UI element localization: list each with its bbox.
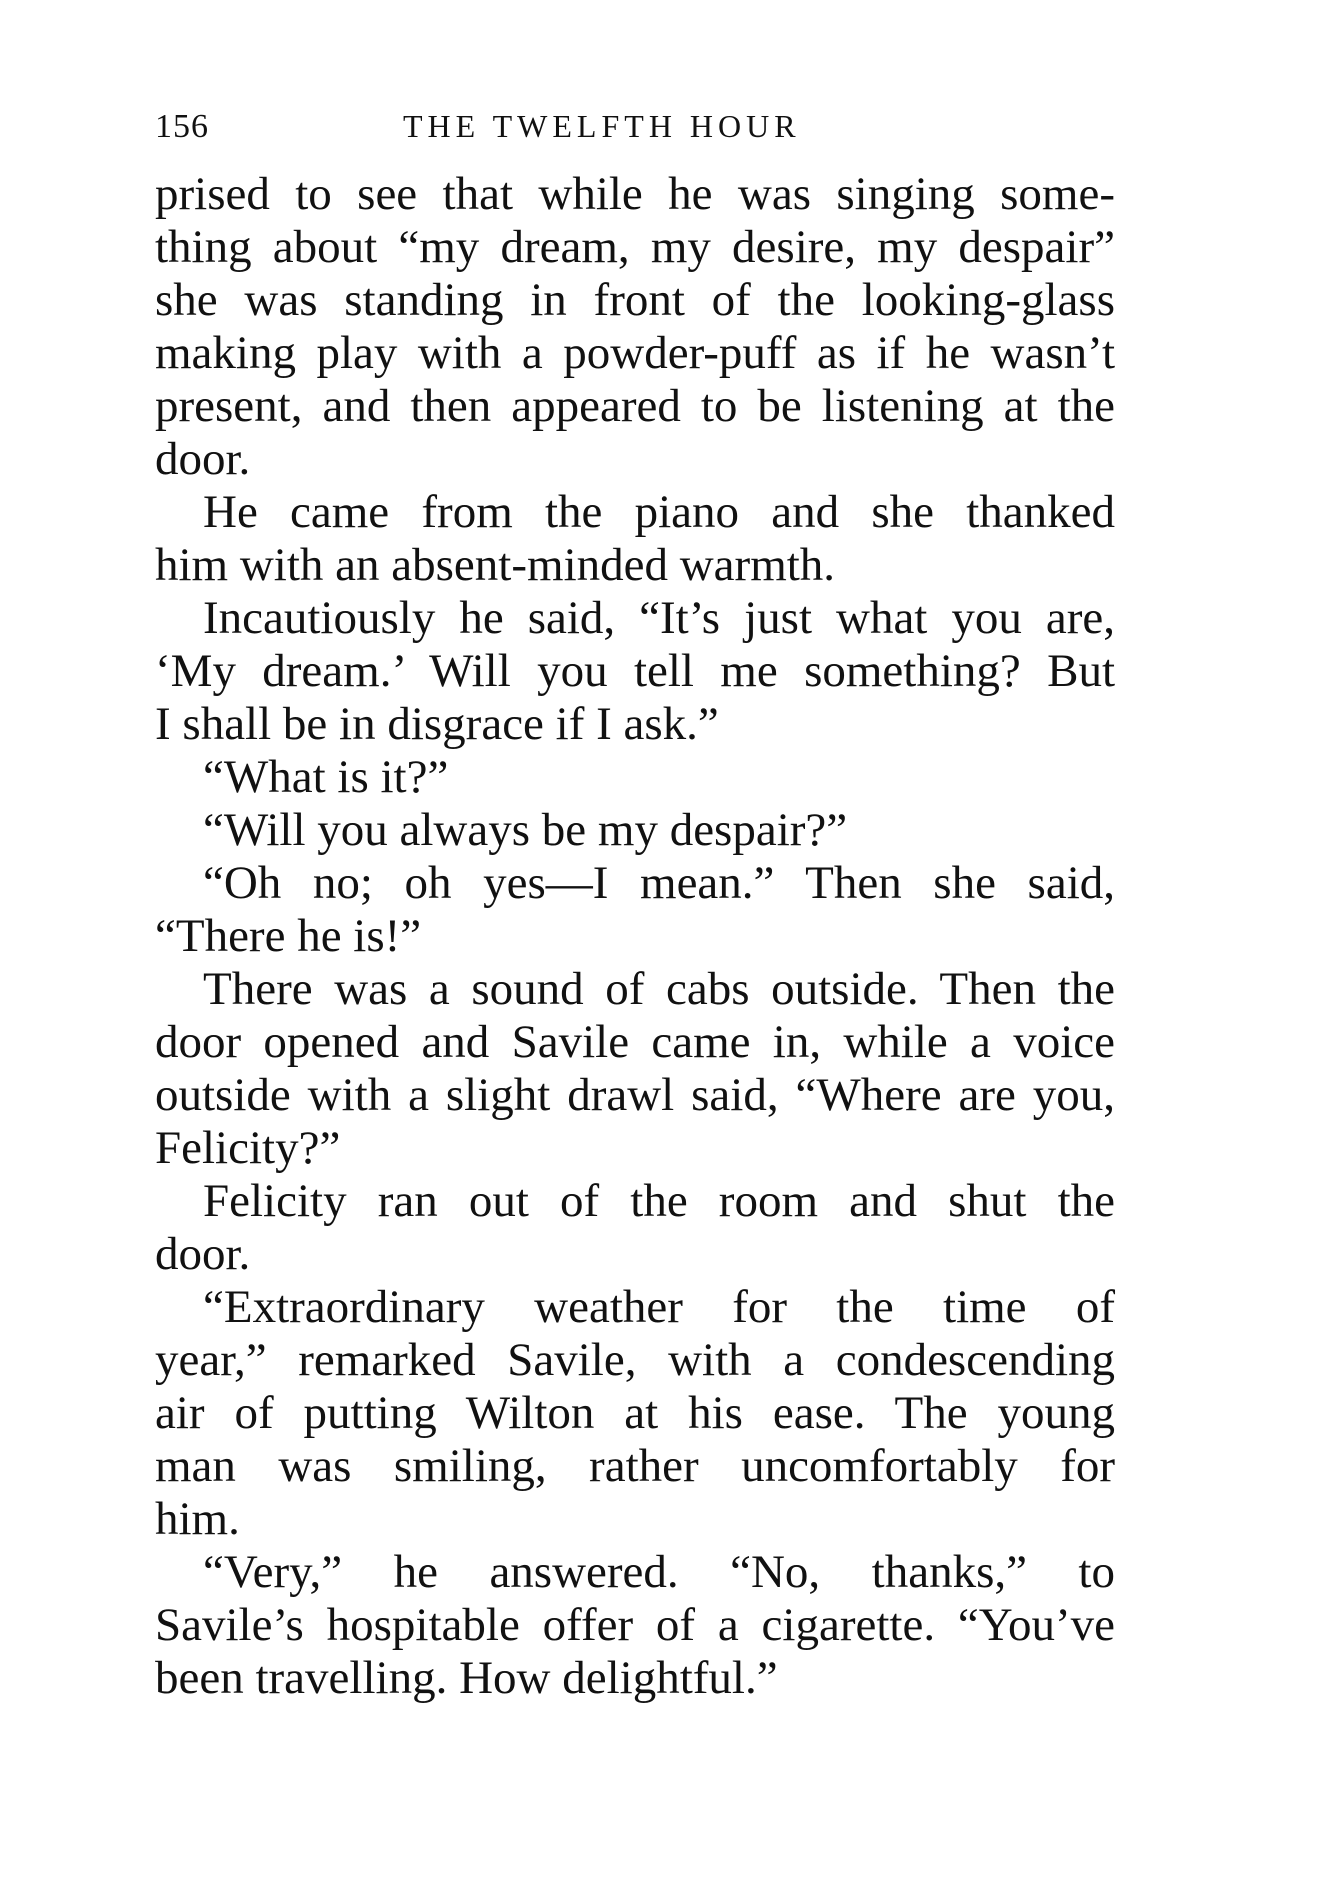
text-line: prised to see that while he was singing some- (155, 168, 1115, 220)
text-line: ‘My dream.’ Will you tell me something? But (155, 645, 1115, 697)
text-line: she was standing in front of the looking-glass (155, 274, 1115, 326)
page-header (155, 108, 1115, 156)
text-line: “Extraordinary weather for the time of (203, 1281, 1115, 1333)
text-line: him with an absent-minded warmth. (155, 539, 836, 591)
text-line: thing about “my dream, my desire, my despair” (155, 221, 1115, 273)
text-line: door opened and Savile came in, while a voice (155, 1016, 1115, 1068)
text-line: “There he is!” (155, 910, 422, 962)
text-line: him. (155, 1493, 240, 1545)
text-line: making play with a powder-puff as if he wasn’t (155, 327, 1115, 379)
text-line: There was a sound of cabs outside. Then the (203, 963, 1115, 1015)
text-line: Incautiously he said, “It’s just what you are, (203, 592, 1115, 644)
text-line: man was smiling, rather uncomfortably for (155, 1440, 1115, 1492)
text-line: “What is it?” (203, 751, 449, 803)
text-line: “Oh no; oh yes—I mean.” Then she said, (203, 857, 1115, 909)
text-line: door. (155, 433, 251, 485)
text-line: been travelling. How delightful.” (155, 1652, 778, 1704)
text-line: present, and then appeared to be listening at the (155, 380, 1115, 432)
text-line: “Will you always be my despair?” (203, 804, 848, 856)
text-line: “Very,” he answered. “No, thanks,” to (203, 1546, 1115, 1598)
text-line: Felicity?” (155, 1122, 341, 1174)
text-line: year,” remarked Savile, with a condescending (155, 1334, 1115, 1386)
running-title: THE TWELFTH HOUR (403, 108, 801, 144)
text-line: Felicity ran out of the room and shut the (203, 1175, 1115, 1227)
text-line: outside with a slight drawl said, “Where are you, (155, 1069, 1115, 1121)
text-line: door. (155, 1228, 251, 1280)
text-line: I shall be in disgrace if I ask.” (155, 698, 719, 750)
text-line: Savile’s hospitable offer of a cigarette. “You’ve (155, 1599, 1115, 1651)
page-number: 156 (155, 108, 209, 145)
text-line: air of putting Wilton at his ease. The young (155, 1387, 1115, 1439)
text-line: He came from the piano and she thanked (203, 486, 1115, 538)
body-text (155, 168, 1115, 1705)
